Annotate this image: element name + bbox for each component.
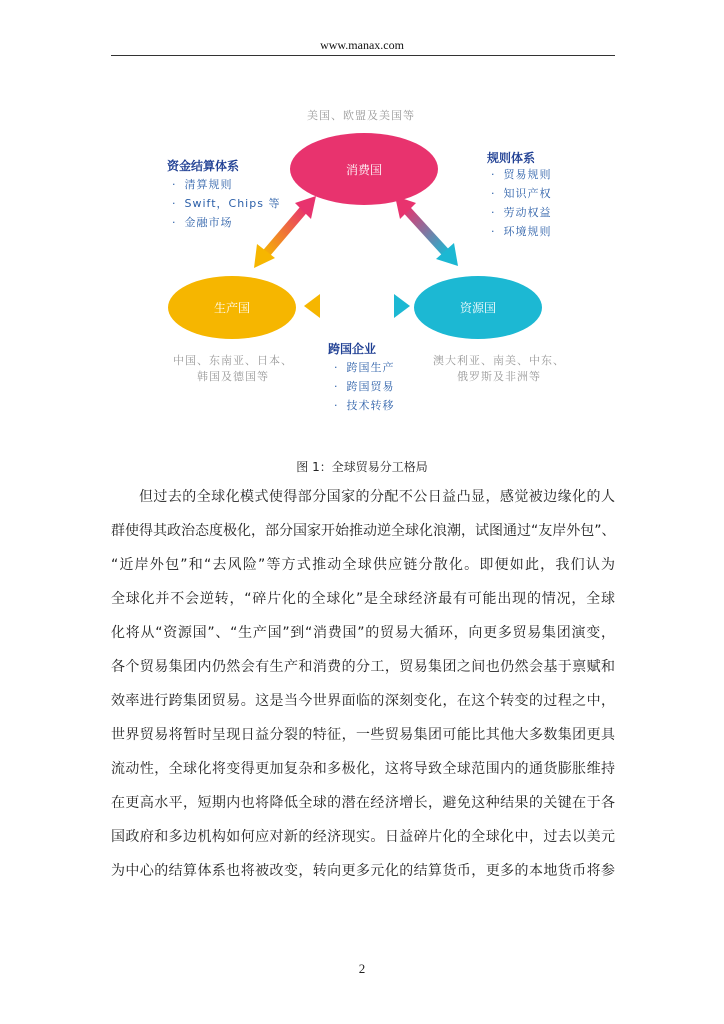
resource-node: [414, 276, 542, 339]
body-paragraph: [111, 480, 615, 888]
list-item: · 知识产权: [491, 187, 552, 200]
body-line: 但过去的全球化模式使得部分国家的分配不公日益凸显，感觉被边缘化的人: [139, 489, 615, 505]
arrow-consumer-resource: [395, 196, 458, 266]
list-item: · 金融市场: [172, 216, 233, 229]
body-line: 效率进行跨集团贸易。这是当今世界面临的深刻变化，在这个转变的过程之中，: [111, 693, 615, 709]
rules-system-title: 规则体系: [487, 151, 536, 165]
resource-note-line-1: 澳大利亚、南美、中东、: [433, 354, 565, 367]
consumer-node: [290, 133, 438, 205]
list-item-text: 技术转移: [346, 399, 395, 412]
figure-caption: 图 1：全球贸易分工格局: [296, 460, 428, 474]
producer-node: [168, 276, 296, 339]
body-line: 世界贸易将暂时呈现日益分裂的特征，一些贸易集团可能比其他大多数集团更具: [111, 727, 615, 743]
consumer-node-label: 消费国: [345, 162, 382, 177]
rules-system-list: [491, 165, 552, 241]
body-line: 各个贸易集团内仍然会有生产和消费的分工，贸易集团之间也仍然会基于禀赋和: [111, 659, 615, 675]
settlement-system-list: [172, 175, 280, 232]
body-line: “近岸外包”和“去风险”等方式推动全球供应链分散化。即便如此，我们认为: [111, 557, 615, 573]
page-header-url: www.manax.com: [320, 38, 404, 52]
list-item: · 劳动权益: [491, 206, 552, 219]
list-item: · 跨国贸易: [334, 380, 395, 393]
page-number: 2: [358, 961, 366, 976]
multinational-list: [334, 358, 395, 415]
settlement-system-title: 资金结算体系: [167, 159, 240, 173]
list-item: · 环境规则: [491, 225, 552, 238]
list-item-text: 贸易规则: [503, 168, 552, 181]
resource-node-label: 资源国: [459, 301, 496, 315]
list-item-text: 劳动权益: [503, 206, 552, 219]
resource-countries-note: [424, 353, 574, 385]
producer-note-line-1: 中国、东南亚、日本、: [173, 354, 293, 367]
list-item-text: 金融市场: [184, 216, 233, 229]
list-item: · 技术转移: [334, 399, 395, 412]
resource-note-line-2: 俄罗斯及非洲等: [457, 370, 541, 383]
list-item-text: Swift，Chips 等: [184, 197, 281, 210]
multinational-title: 跨国企业: [328, 342, 377, 356]
list-item-text: 跨国生产: [346, 361, 395, 374]
list-item-text: 清算规则: [184, 178, 233, 191]
body-line: 国政府和多边机构如何应对新的经济现实。日益碎片化的全球化中，过去以美元: [111, 829, 615, 845]
list-item: · Swift，Chips 等: [172, 197, 281, 210]
consumer-countries-note: 美国、欧盟及美国等: [307, 109, 415, 122]
body-line: 群使得其政治态度极化，部分国家开始推动逆全球化浪潮，试图通过“友岸外包”、: [111, 523, 616, 539]
list-item: · 清算规则: [172, 178, 233, 191]
body-line: 为中心的结算体系也将被改变，转向更多元化的结算货币，更多的本地货币将参: [111, 863, 615, 879]
producer-note-line-2: 韩国及德国等: [197, 370, 269, 383]
producer-node-label: 生产国: [213, 301, 250, 315]
body-line: 流动性，全球化将变得更加复杂和多极化，这将导致全球范围内的通货膨胀维持: [111, 761, 615, 777]
list-item-text: 环境规则: [503, 225, 552, 238]
body-line: 全球化并不会逆转，“碎片化的全球化”是全球经济最有可能出现的情况，全球: [111, 591, 615, 607]
body-line: 在更高水平，短期内也将降低全球的潜在经济增长，避免这种结果的关键在于各: [111, 795, 615, 811]
list-item: · 跨国生产: [334, 361, 395, 374]
list-item: · 贸易规则: [491, 168, 552, 181]
trade-pattern-diagram: [0, 0, 724, 440]
body-line: 化将从“资源国”、“生产国”到“消费国”的贸易大循环，向更多贸易集团演变，: [111, 625, 615, 641]
list-item-text: 跨国贸易: [346, 380, 395, 393]
arrow-producer-resource: [304, 294, 410, 318]
list-item-text: 知识产权: [503, 187, 552, 200]
producer-countries-note: [163, 353, 303, 385]
